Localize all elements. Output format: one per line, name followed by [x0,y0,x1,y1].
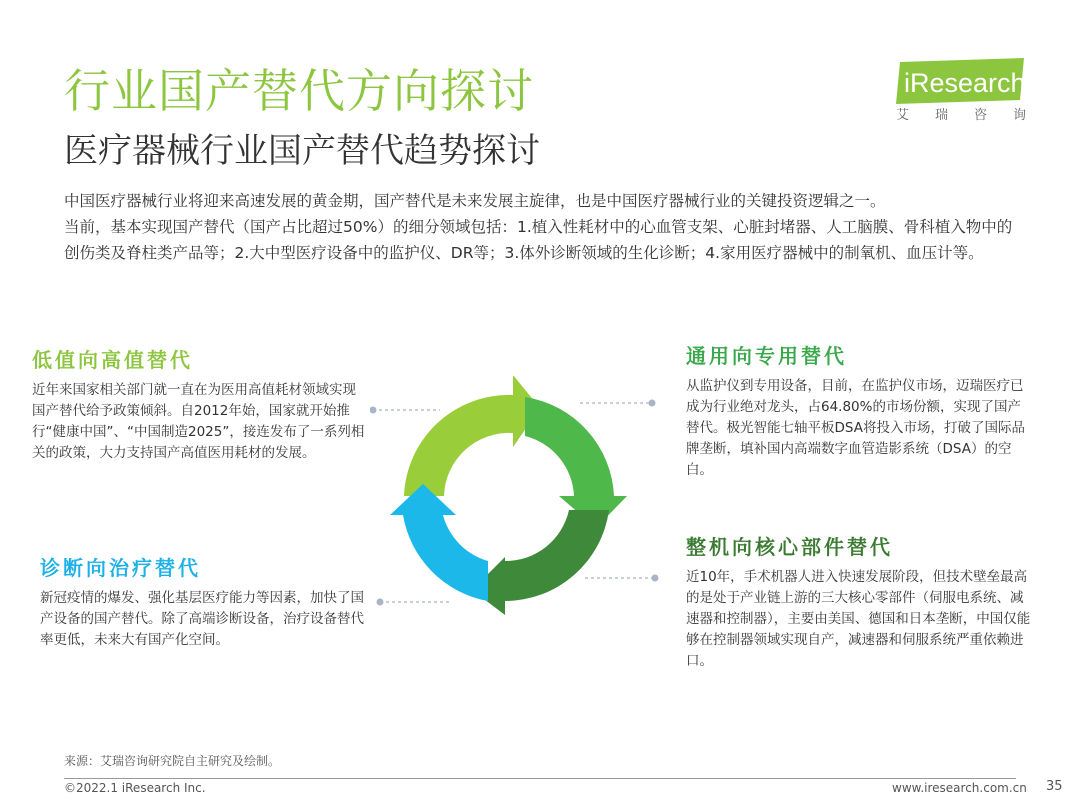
block-title: 整机向核心部件替代 [686,535,893,559]
page-subtitle: 医疗器械行业国产替代趋势探讨 [64,131,540,171]
page-number: 35 [1046,779,1063,794]
arrow-segment-blue [390,484,488,601]
block-low-to-high [32,346,367,464]
block-machine-to-core [686,533,1034,672]
cycle-diagram [370,376,660,626]
block-diagnosis-to-treatment [40,554,365,651]
logo-char: 询 [1012,108,1026,123]
page-title: 行业国产替代方向探讨 [64,64,534,118]
logo-char: 艾 [896,108,910,123]
intro-text [64,188,1024,266]
copyright: ©2022.1 iResearch Inc. [64,781,206,795]
block-general-to-special [686,342,1034,481]
block-text: 从监护仪到专用设备，目前，在监护仪市场，迈瑞医疗已成为行业绝对龙头，占64.80%的市场份额，实现了国产替代。极光智能七轴平板DSA将投入市场，打破了国际品牌垄断，填补国内高端数字血管造影系统（DSA）的空白。 [686,378,1025,478]
block-title: 低值向高值替代 [32,348,193,372]
arrow-segment-dark-green [472,510,609,615]
website-link[interactable]: www.iresearch.com.cn [892,781,1027,795]
intro-paragraph: 当前，基本实现国产替代（国产占比超过50%）的细分领域包括：1.植入性耗材中的心血管支架、心脏封堵器、人工脑膜、骨科植入物中的创伤类及脊柱类产品等；2.大中型医疗设备中的监护仪、DR等；3.体外诊断领域的生化诊断；4.家用医疗器械中的制氧机、血压计等。 [64,218,1013,262]
arrow-segment-light-green [404,376,540,496]
block-title: 通用向专用替代 [686,344,847,368]
logo-text: iResearch [904,68,1026,98]
block-text: 近年来国家相关部门就一直在为医用高值耗材领域实现国产替代给予政策倾斜。自2012年始，国家就开始推行“健康中国”、“中国制造2025”，接连发布了一系列相关的政策，大力支持国产高值医用耗材的发展。 [32,382,365,461]
logo-char: 咨 [973,108,987,123]
intro-paragraph: 中国医疗器械行业将迎来高速发展的黄金期，国产替代是未来发展主旋律，也是中国医疗器械行业的关键投资逻辑之一。 [64,192,886,210]
footer-divider [64,778,1016,779]
block-text: 近10年，手术机器人进入快速发展阶段，但技术壁垒最高的是处于产业链上游的三大核心零部件（伺服电系统、减速器和控制器），主要由美国、德国和日本垄断，中国仅能够在控制器领域实现自产，减速器和伺服系统严重依赖进口。 [686,569,1031,669]
source-note: 来源：艾瑞咨询研究院自主研究及绘制。 [64,754,281,768]
logo-char: 瑞 [934,108,948,123]
block-text: 新冠疫情的爆发、强化基层医疗能力等因素，加快了国产设备的国产替代。除了高端诊断设备，治疗设备替代率更低，未来大有国产化空间。 [40,590,364,648]
logo-chinese [896,104,1026,123]
arrow-segment-green [525,397,627,528]
block-title: 诊断向治疗替代 [40,556,201,580]
